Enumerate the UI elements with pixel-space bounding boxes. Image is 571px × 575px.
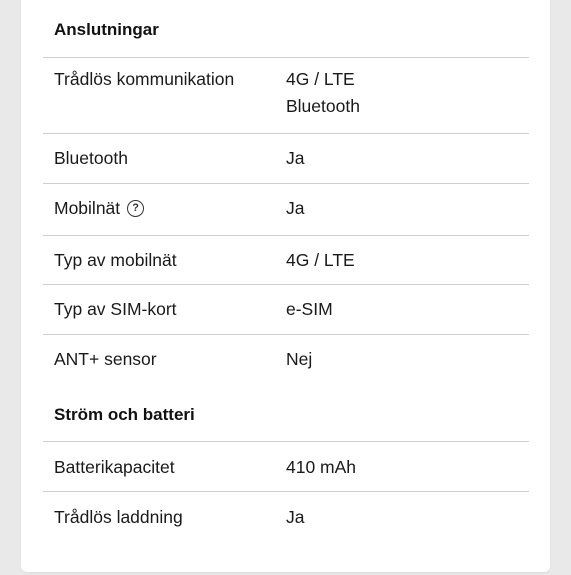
spec-label: Bluetooth	[54, 148, 128, 168]
spec-label: Batterikapacitet	[54, 457, 175, 477]
spec-value: Nej	[286, 349, 313, 369]
spec-value: 410 mAh	[286, 457, 357, 477]
spec-label-text: Mobilnät	[54, 198, 121, 218]
spec-value: e-SIM	[286, 299, 333, 319]
spec-value-line-1: 4G / LTE	[286, 69, 355, 89]
spec-value: Ja	[286, 148, 305, 168]
spec-value-line-2: Bluetooth	[286, 96, 360, 116]
spec-row-typ-av-mobilnat	[43, 235, 529, 285]
spec-label: Typ av mobilnät	[54, 250, 177, 270]
spec-row-ant-sensor	[43, 334, 529, 385]
section-title-anslutningar: Anslutningar	[54, 20, 159, 39]
spec-row-tradlos-kommunikation	[43, 57, 529, 134]
spec-label: ANT+ sensor	[54, 349, 157, 369]
spec-row-bluetooth	[43, 133, 529, 184]
spec-row-tradlos-laddning	[43, 491, 529, 542]
question-circle-icon[interactable]: ?	[127, 200, 144, 217]
spec-row-batterikapacitet	[43, 441, 529, 492]
spec-label: Trådlös laddning	[54, 507, 183, 527]
spec-label: Trådlös kommunikation	[54, 69, 235, 89]
section-title-strom-och-batteri: Ström och batteri	[54, 405, 195, 424]
spec-label: Typ av SIM-kort	[54, 299, 177, 319]
spec-row-typ-av-sim-kort	[43, 284, 529, 335]
specs-card	[21, 0, 550, 572]
spec-value: Ja	[286, 507, 305, 527]
spec-label-with-help	[54, 195, 144, 221]
spec-value: 4G / LTE	[286, 250, 355, 270]
spec-value: Ja	[286, 198, 305, 218]
spec-row-mobilnat	[43, 183, 529, 236]
